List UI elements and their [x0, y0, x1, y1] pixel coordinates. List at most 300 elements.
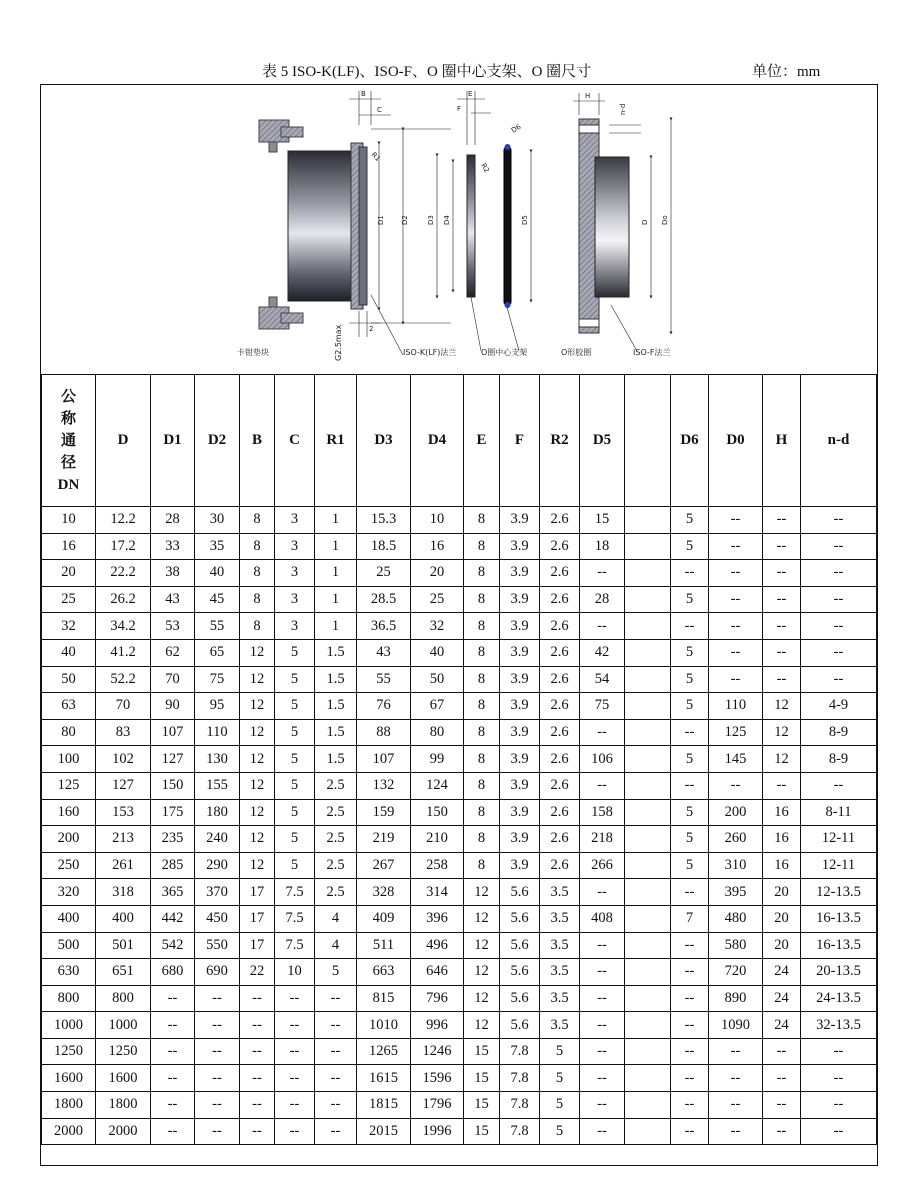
table-cell: 310 — [709, 852, 763, 879]
svg-text:H: H — [585, 92, 591, 100]
table-cell — [625, 799, 671, 826]
table-cell: 20 — [763, 905, 801, 932]
table-cell: 8 — [464, 693, 500, 720]
svg-text:D: D — [641, 219, 649, 225]
table-cell: 395 — [709, 879, 763, 906]
table-cell — [625, 666, 671, 693]
table-cell: 20-13.5 — [801, 959, 877, 986]
table-cell: 1596 — [411, 1065, 464, 1092]
table-cell — [625, 905, 671, 932]
table-cell: -- — [151, 1012, 195, 1039]
table-cell: -- — [580, 879, 625, 906]
table-cell: 3.9 — [500, 799, 540, 826]
table-cell: 1996 — [411, 1118, 464, 1145]
table-cell: -- — [763, 1118, 801, 1145]
table-cell: 3.5 — [540, 905, 580, 932]
table-cell: -- — [580, 1118, 625, 1145]
table-cell: 24-13.5 — [801, 985, 877, 1012]
table-cell: 45 — [195, 586, 240, 613]
table-cell: 3.9 — [500, 639, 540, 666]
table-cell: 3.9 — [500, 852, 540, 879]
table-cell: 328 — [357, 879, 411, 906]
svg-text:G2.5max: G2.5max — [334, 324, 343, 361]
table-cell: 12 — [464, 905, 500, 932]
table-cell — [625, 1012, 671, 1039]
o-ring — [504, 144, 511, 308]
table-cell: -- — [580, 1038, 625, 1065]
table-cell: 580 — [709, 932, 763, 959]
table-body — [42, 507, 877, 1145]
table-cell: 53 — [151, 613, 195, 640]
table-row — [42, 1038, 877, 1065]
table-cell: -- — [580, 959, 625, 986]
table-cell: -- — [801, 666, 877, 693]
table-cell: 65 — [195, 639, 240, 666]
table-row — [42, 560, 877, 587]
table-cell: 30 — [195, 507, 240, 534]
table-cell: 5 — [671, 693, 709, 720]
table-cell: -- — [580, 613, 625, 640]
table-cell: 12 — [240, 693, 275, 720]
table-cell: 12 — [464, 879, 500, 906]
table-cell: 815 — [357, 985, 411, 1012]
table-cell: 3.9 — [500, 613, 540, 640]
table-cell: 155 — [195, 772, 240, 799]
table-row — [42, 772, 877, 799]
table-cell: 12 — [240, 826, 275, 853]
svg-text:R2: R2 — [479, 162, 491, 175]
table-cell: 17 — [240, 932, 275, 959]
table-cell: 370 — [195, 879, 240, 906]
table-cell: 3.5 — [540, 932, 580, 959]
table-cell: 15 — [464, 1038, 500, 1065]
table-cell: 42 — [580, 639, 625, 666]
table-cell — [625, 693, 671, 720]
table-cell: 3.9 — [500, 560, 540, 587]
table-cell: 8 — [464, 852, 500, 879]
table-cell: 12 — [240, 666, 275, 693]
table-row — [42, 1092, 877, 1119]
table-cell: 10 — [411, 507, 464, 534]
table-cell: -- — [671, 1065, 709, 1092]
table-cell: 4-9 — [801, 693, 877, 720]
table-cell: 3.9 — [500, 666, 540, 693]
spec-sheet — [40, 84, 878, 1166]
table-cell: 17 — [240, 879, 275, 906]
table-cell: 200 — [709, 799, 763, 826]
table-cell — [625, 985, 671, 1012]
table-cell: -- — [151, 1038, 195, 1065]
table-cell: 2.6 — [540, 799, 580, 826]
table-cell: 1.5 — [315, 719, 357, 746]
table-header-row — [42, 375, 877, 507]
svg-text:D6: D6 — [510, 122, 523, 135]
header-e: E — [464, 375, 500, 507]
table-cell: 1000 — [42, 1012, 96, 1039]
table-cell: -- — [151, 985, 195, 1012]
table-cell: 5 — [671, 639, 709, 666]
table-cell: 1615 — [357, 1065, 411, 1092]
table-cell: 75 — [195, 666, 240, 693]
table-cell: 50 — [42, 666, 96, 693]
table-cell: -- — [671, 985, 709, 1012]
table-cell: 5 — [275, 772, 315, 799]
table-cell: 17 — [240, 905, 275, 932]
table-cell: -- — [801, 639, 877, 666]
table-cell: 2000 — [42, 1118, 96, 1145]
table-cell: 400 — [96, 905, 151, 932]
table-cell: 7.8 — [500, 1118, 540, 1145]
table-cell: 127 — [96, 772, 151, 799]
table-cell: -- — [580, 1012, 625, 1039]
header-d: D — [96, 375, 151, 507]
table-cell: 15 — [580, 507, 625, 534]
table-cell: 5 — [540, 1065, 580, 1092]
table-cell: -- — [151, 1092, 195, 1119]
table-row — [42, 719, 877, 746]
svg-text:ISO-K(LF)法兰: ISO-K(LF)法兰 — [403, 348, 457, 357]
table-cell: 3 — [275, 507, 315, 534]
table-cell: 110 — [709, 693, 763, 720]
table-cell: 8-11 — [801, 799, 877, 826]
table-row — [42, 666, 877, 693]
table-cell: -- — [275, 1012, 315, 1039]
svg-text:D3: D3 — [427, 215, 435, 225]
table-cell: 8 — [464, 826, 500, 853]
table-cell: 55 — [357, 666, 411, 693]
table-cell: 210 — [411, 826, 464, 853]
table-cell: -- — [709, 1065, 763, 1092]
table-cell: 213 — [96, 826, 151, 853]
table-cell: 1246 — [411, 1038, 464, 1065]
table-cell: 16 — [411, 533, 464, 560]
table-cell: 8 — [240, 507, 275, 534]
table-cell: 63 — [42, 693, 96, 720]
table-cell: 3.9 — [500, 507, 540, 534]
table-cell: 511 — [357, 932, 411, 959]
table-cell — [625, 746, 671, 773]
table-cell: 2.5 — [315, 826, 357, 853]
table-cell: 261 — [96, 852, 151, 879]
table-cell: 400 — [42, 905, 96, 932]
table-cell: 70 — [151, 666, 195, 693]
table-cell: 5 — [671, 533, 709, 560]
table-cell: 542 — [151, 932, 195, 959]
table-cell: 76 — [357, 693, 411, 720]
svg-text:卡钳垫块: 卡钳垫块 — [237, 348, 269, 357]
table-cell: -- — [315, 985, 357, 1012]
table-title: 表 5 ISO-K(LF)、ISO-F、O 圈中心支架、O 圈尺寸 — [262, 64, 592, 80]
table-cell: 80 — [411, 719, 464, 746]
table-cell: -- — [315, 1038, 357, 1065]
table-cell: 5 — [671, 826, 709, 853]
table-cell: 240 — [195, 826, 240, 853]
table-cell: 75 — [580, 693, 625, 720]
table-cell: 1000 — [96, 1012, 151, 1039]
table-cell: 107 — [151, 719, 195, 746]
table-cell: 5.6 — [500, 905, 540, 932]
table-cell: -- — [580, 772, 625, 799]
table-cell: 145 — [709, 746, 763, 773]
table-cell: -- — [801, 533, 877, 560]
table-cell: 4 — [315, 932, 357, 959]
table-cell: 160 — [42, 799, 96, 826]
table-cell: 200 — [42, 826, 96, 853]
table-cell: -- — [801, 586, 877, 613]
table-cell: 3.5 — [540, 959, 580, 986]
table-cell: -- — [763, 666, 801, 693]
table-cell: 2.6 — [540, 772, 580, 799]
table-cell: 5 — [671, 799, 709, 826]
table-cell: 3.9 — [500, 719, 540, 746]
table-cell: 8-9 — [801, 746, 877, 773]
table-cell: 5.6 — [500, 879, 540, 906]
table-cell: 7.8 — [500, 1065, 540, 1092]
table-cell: 5 — [671, 746, 709, 773]
table-cell: 2.6 — [540, 613, 580, 640]
table-cell: -- — [195, 1092, 240, 1119]
table-cell: 150 — [411, 799, 464, 826]
table-cell: -- — [709, 1092, 763, 1119]
center-ring — [467, 155, 475, 297]
table-cell: 5 — [671, 852, 709, 879]
table-cell: 4 — [315, 905, 357, 932]
table-cell: -- — [195, 985, 240, 1012]
table-cell: 2.5 — [315, 772, 357, 799]
table-row — [42, 693, 877, 720]
table-cell: 3 — [275, 560, 315, 587]
table-cell: 25 — [42, 586, 96, 613]
table-cell — [625, 586, 671, 613]
table-cell: 218 — [580, 826, 625, 853]
table-cell: 3 — [275, 586, 315, 613]
header-c: C — [275, 375, 315, 507]
table-cell: 550 — [195, 932, 240, 959]
table-cell: 1 — [315, 533, 357, 560]
table-cell: 1010 — [357, 1012, 411, 1039]
table-cell: 290 — [195, 852, 240, 879]
table-cell: 7.8 — [500, 1038, 540, 1065]
table-cell: 496 — [411, 932, 464, 959]
table-cell: -- — [801, 1092, 877, 1119]
table-cell: 5 — [275, 666, 315, 693]
table-cell: 8 — [464, 666, 500, 693]
header-d3: D3 — [357, 375, 411, 507]
table-row — [42, 852, 877, 879]
table-cell: 2.5 — [315, 879, 357, 906]
table-cell: 1600 — [42, 1065, 96, 1092]
table-cell: 1250 — [42, 1038, 96, 1065]
header-d5: D5 — [580, 375, 625, 507]
table-cell: 20 — [763, 932, 801, 959]
header-d6: D6 — [671, 375, 709, 507]
table-cell: 2.6 — [540, 586, 580, 613]
table-cell: 8 — [240, 613, 275, 640]
table-cell: 5 — [275, 639, 315, 666]
table-cell: 1.5 — [315, 746, 357, 773]
table-cell: 16 — [42, 533, 96, 560]
header-d1: D1 — [151, 375, 195, 507]
table-cell — [625, 639, 671, 666]
table-cell: 12 — [240, 719, 275, 746]
table-cell: 41.2 — [96, 639, 151, 666]
table-cell: 1.5 — [315, 639, 357, 666]
table-row — [42, 879, 877, 906]
table-cell: 8 — [464, 507, 500, 534]
header-r1: R1 — [315, 375, 357, 507]
table-cell: 8 — [464, 746, 500, 773]
table-row — [42, 1065, 877, 1092]
table-cell: -- — [709, 613, 763, 640]
table-cell: 153 — [96, 799, 151, 826]
table-cell: 43 — [151, 586, 195, 613]
table-cell: 2.6 — [540, 507, 580, 534]
table-cell: 266 — [580, 852, 625, 879]
table-cell: 5 — [671, 666, 709, 693]
table-cell: -- — [275, 985, 315, 1012]
table-cell: 996 — [411, 1012, 464, 1039]
table-cell: 1796 — [411, 1092, 464, 1119]
table-cell: 1800 — [96, 1092, 151, 1119]
table-cell: 40 — [195, 560, 240, 587]
table-cell: -- — [580, 932, 625, 959]
table-cell: 12 — [464, 959, 500, 986]
table-cell: 55 — [195, 613, 240, 640]
table-cell: -- — [580, 1092, 625, 1119]
table-cell: 2000 — [96, 1118, 151, 1145]
table-row — [42, 1012, 877, 1039]
table-cell: 10 — [42, 507, 96, 534]
table-cell: 7 — [671, 905, 709, 932]
table-cell: 158 — [580, 799, 625, 826]
table-cell: 3 — [275, 613, 315, 640]
table-cell: 396 — [411, 905, 464, 932]
table-cell: 25 — [411, 586, 464, 613]
table-cell: 20 — [763, 879, 801, 906]
technical-drawing — [41, 85, 876, 374]
svg-text:R1: R1 — [369, 150, 382, 164]
table-cell: 7.5 — [275, 879, 315, 906]
table-cell: 8 — [240, 586, 275, 613]
table-cell: 1 — [315, 507, 357, 534]
table-cell: 5.6 — [500, 985, 540, 1012]
table-cell: 890 — [709, 985, 763, 1012]
table-cell: -- — [315, 1012, 357, 1039]
table-cell: 5 — [275, 719, 315, 746]
table-cell: 3.5 — [540, 1012, 580, 1039]
table-row — [42, 959, 877, 986]
table-cell — [625, 719, 671, 746]
table-cell: 22.2 — [96, 560, 151, 587]
table-cell: 2.6 — [540, 560, 580, 587]
table-row — [42, 533, 877, 560]
table-cell: 7.8 — [500, 1092, 540, 1119]
table-cell — [625, 852, 671, 879]
table-cell: 1 — [315, 613, 357, 640]
table-cell: -- — [315, 1092, 357, 1119]
table-row — [42, 1118, 877, 1145]
table-cell: 17.2 — [96, 533, 151, 560]
table-cell: 95 — [195, 693, 240, 720]
callout-labels — [237, 324, 670, 361]
table-cell — [625, 613, 671, 640]
table-cell: -- — [195, 1038, 240, 1065]
table-cell: -- — [709, 586, 763, 613]
header-b: B — [240, 375, 275, 507]
table-cell: 1250 — [96, 1038, 151, 1065]
table-cell: 18.5 — [357, 533, 411, 560]
table-cell: 2.5 — [315, 852, 357, 879]
table-cell: -- — [240, 1118, 275, 1145]
table-cell: 175 — [151, 799, 195, 826]
table-cell: 18 — [580, 533, 625, 560]
table-cell: 22 — [240, 959, 275, 986]
table-cell: 285 — [151, 852, 195, 879]
table-cell: 235 — [151, 826, 195, 853]
table-cell: -- — [763, 586, 801, 613]
table-cell: 12 — [464, 985, 500, 1012]
table-cell: -- — [801, 1038, 877, 1065]
table-cell: 35 — [195, 533, 240, 560]
table-cell: 1600 — [96, 1065, 151, 1092]
table-cell: -- — [801, 1118, 877, 1145]
table-cell: 258 — [411, 852, 464, 879]
table-cell: -- — [671, 959, 709, 986]
table-cell: 408 — [580, 905, 625, 932]
table-cell: -- — [240, 1038, 275, 1065]
table-cell: -- — [671, 560, 709, 587]
table-cell: 102 — [96, 746, 151, 773]
table-cell: 3.9 — [500, 772, 540, 799]
header-f: F — [500, 375, 540, 507]
svg-text:ISO-F法兰: ISO-F法兰 — [633, 348, 671, 357]
clamp-pad-top — [259, 120, 303, 152]
table-cell: 15 — [464, 1092, 500, 1119]
table-cell: 12 — [240, 799, 275, 826]
header-n-d: n-d — [801, 375, 877, 507]
table-cell: 28 — [151, 507, 195, 534]
table-cell: 127 — [151, 746, 195, 773]
table-cell: -- — [580, 560, 625, 587]
table-cell — [625, 826, 671, 853]
svg-text:D2: D2 — [401, 215, 409, 225]
table-cell: 5 — [540, 1092, 580, 1119]
table-cell: -- — [151, 1065, 195, 1092]
table-cell: -- — [240, 985, 275, 1012]
table-cell: 663 — [357, 959, 411, 986]
table-cell: 8 — [240, 533, 275, 560]
svg-text:D4: D4 — [443, 215, 451, 225]
table-cell: 5 — [275, 852, 315, 879]
table-cell: 24 — [763, 959, 801, 986]
table-row — [42, 613, 877, 640]
table-cell: 106 — [580, 746, 625, 773]
table-cell: 107 — [357, 746, 411, 773]
table-cell: 38 — [151, 560, 195, 587]
table-cell: -- — [763, 507, 801, 534]
table-cell: 33 — [151, 533, 195, 560]
table-row — [42, 932, 877, 959]
table-cell: 409 — [357, 905, 411, 932]
table-cell: 124 — [411, 772, 464, 799]
table-cell — [625, 1038, 671, 1065]
table-cell: 1.5 — [315, 693, 357, 720]
table-cell: -- — [151, 1118, 195, 1145]
table-cell: -- — [801, 613, 877, 640]
table-cell: 250 — [42, 852, 96, 879]
table-cell — [625, 932, 671, 959]
svg-text:E: E — [468, 90, 473, 98]
